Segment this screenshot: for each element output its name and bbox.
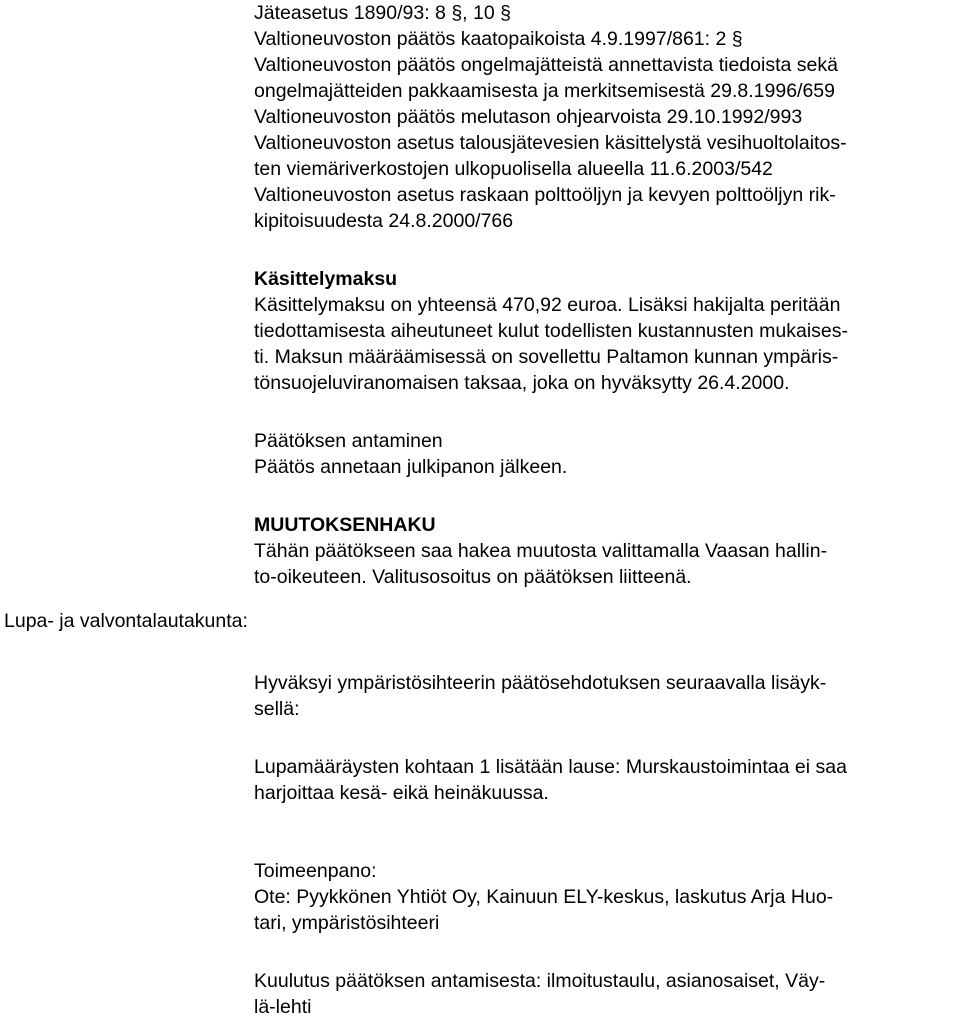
regulation-line: ongelmajätteiden pakkaamisesta ja merkitsemisestä 29.8.1996/659 (254, 80, 836, 102)
board-approval-line: sellä: (254, 698, 300, 720)
fee-text-line: tönsuojeluviranomaisen taksaa, joka on hyväksytty 26.4.2000. (254, 372, 790, 394)
regulation-line: kipitoisuudesta 24.8.2000/766 (254, 210, 514, 232)
execution-heading: Toimeenpano: (254, 860, 377, 882)
board-addition (254, 754, 956, 806)
decision-issue-section (254, 428, 956, 480)
fee-text-line: Käsittelymaksu on yhteensä 470,92 euroa. Lisäksi hakijalta peritään (254, 294, 841, 316)
announcement-section (254, 968, 956, 1020)
regulation-line: Valtioneuvoston päätös melutason ohjearvoista 29.10.1992/993 (254, 106, 803, 128)
appeal-heading: MUUTOKSENHAKU (254, 514, 436, 536)
appeal-text-line: Tähän päätökseen saa hakea muutosta valittamalla Vaasan hallin- (254, 540, 828, 562)
regulation-line: Valtioneuvoston asetus talousjätevesien käsittelystä vesihuoltolaitos- (254, 132, 847, 154)
appeal-text-line: to-oikeuteen. Valitusosoitus on päätöksen liitteenä. (254, 566, 692, 588)
regulation-line: Valtioneuvoston asetus raskaan polttoöljyn ja kevyen polttoöljyn rik- (254, 184, 836, 206)
regulation-line: ten viemäriverkostojen ulkopuolisella alueella 11.6.2003/542 (254, 158, 773, 180)
execution-text-line: Ote: Pyykkönen Yhtiöt Oy, Kainuun ELY-keskus, laskutus Arja Huo- (254, 886, 834, 908)
decision-issue-heading: Päätöksen antaminen (254, 430, 443, 452)
announcement-text-line: lä-lehti (254, 996, 312, 1018)
board-approval (254, 670, 956, 722)
document-body (254, 0, 956, 1020)
execution-section (254, 858, 956, 936)
execution-text-line: tari, ympäristösihteeri (254, 912, 440, 934)
decision-issue-text: Päätös annetaan julkipanon jälkeen. (254, 456, 568, 478)
fee-heading: Käsittelymaksu (254, 268, 398, 290)
fee-text-line: ti. Maksun määräämisessä on sovellettu Paltamon kunnan ympäris- (254, 346, 839, 368)
regulation-line: Valtioneuvoston päätös kaatopaikoista 4.9.1997/861: 2 § (254, 28, 743, 50)
announcement-text-line: Kuulutus päätöksen antamisesta: ilmoitustaulu, asianosaiset, Väy- (254, 970, 826, 992)
board-addition-line: Lupamääräysten kohtaan 1 lisätään lause: Murskaustoimintaa ei saa (254, 756, 847, 778)
fee-text-line: tiedottamisesta aiheutuneet kulut todellisten kustannusten mukaises- (254, 320, 849, 342)
fee-section (254, 266, 956, 396)
appeal-section (254, 512, 956, 590)
regulation-list (254, 0, 956, 234)
regulation-line: Jäteasetus 1890/93: 8 §, 10 § (254, 2, 511, 24)
board-label: Lupa- ja valvontalautakunta: (4, 610, 248, 632)
board-addition-line: harjoittaa kesä- eikä heinäkuussa. (254, 782, 549, 804)
board-approval-line: Hyväksyi ympäristösihteerin päätösehdotuksen seuraavalla lisäyk- (254, 672, 827, 694)
regulation-line: Valtioneuvoston päätös ongelmajätteistä annettavista tiedoista sekä (254, 54, 838, 76)
